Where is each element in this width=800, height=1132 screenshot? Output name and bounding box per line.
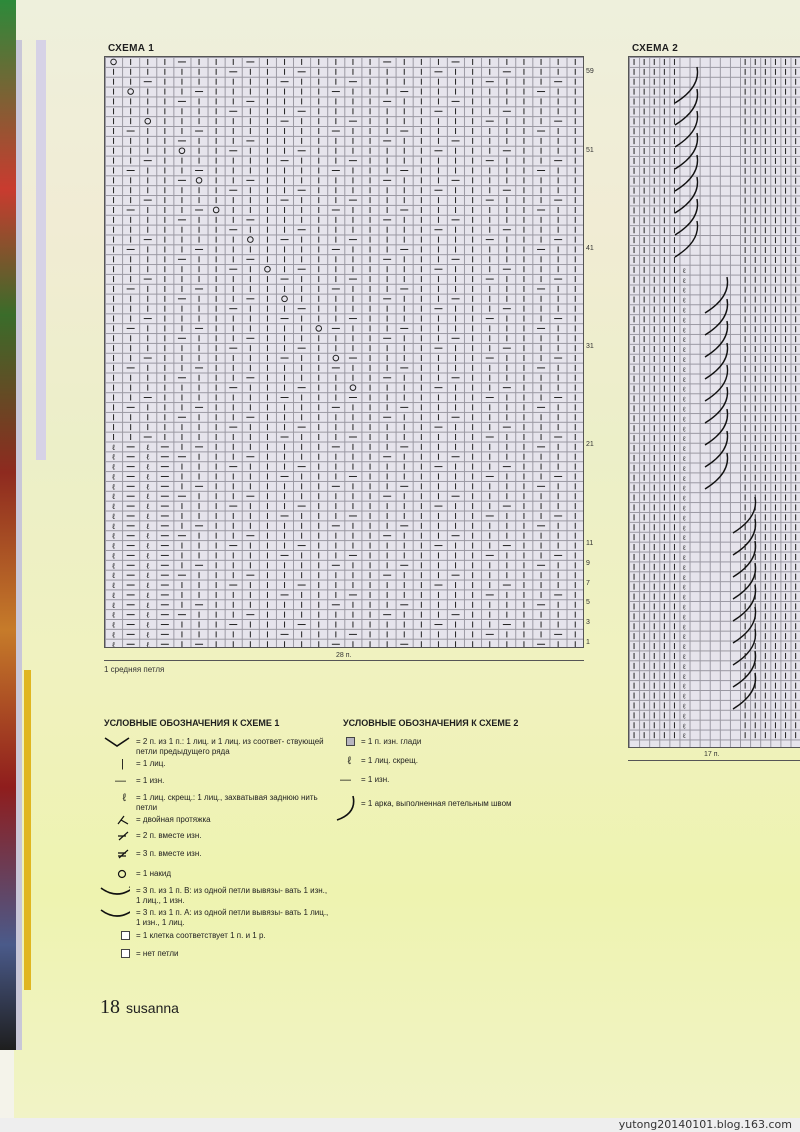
twisted-stitch: ℓ	[682, 603, 686, 612]
twisted-stitch: ℓ	[111, 472, 116, 482]
twisted-stitch: ℓ	[682, 395, 686, 404]
twisted-stitch: ℓ	[682, 623, 686, 632]
twisted-stitch: ℓ	[145, 561, 150, 571]
legend1-item: = нет петли	[100, 949, 330, 959]
twisted-stitch: ℓ	[682, 266, 686, 275]
twisted-stitch: ℓ	[111, 551, 116, 561]
twisted-stitch: ℓ	[111, 581, 116, 591]
twisted-stitch: ℓ	[111, 600, 116, 610]
chart2-width-label: 17 п.	[704, 751, 720, 758]
arc-stitch	[705, 277, 728, 313]
row-number: 31	[586, 343, 594, 350]
legend1-item: | = 1 лиц.	[100, 759, 330, 769]
twisted-stitch: ℓ	[682, 474, 686, 483]
twisted-stitch: ℓ	[682, 682, 686, 691]
no-stitch-icon	[100, 949, 130, 958]
twisted-stitch: ℓ	[111, 502, 116, 512]
twisted-stitch: ℓ	[682, 365, 686, 374]
twisted-stitch: ℓ	[111, 521, 116, 531]
increase-symbol-icon	[100, 737, 130, 747]
twisted-stitch: ℓ	[111, 541, 116, 551]
legend2-item: — = 1 изн.	[325, 775, 565, 785]
legend1-item: — = 1 изн.	[100, 776, 330, 786]
legend1-item: = 3 п. вместе изн.	[100, 849, 330, 859]
twisted-stitch: ℓ	[111, 630, 116, 640]
twisted-stitch: ℓ	[111, 452, 116, 462]
purl-stocking-icon	[325, 737, 355, 746]
chart1-grid	[104, 56, 584, 648]
twisted-stitch: ℓ	[682, 504, 686, 513]
twisted-stitch: ℓ	[682, 593, 686, 602]
twisted-stitch: ℓ	[145, 630, 150, 640]
twisted-knit-symbol-icon: ℓ	[122, 792, 126, 804]
twisted-stitch: ℓ	[682, 316, 686, 325]
twisted-stitch: ℓ	[682, 445, 686, 454]
legend2-title: УСЛОВНЫЕ ОБОЗНАЧЕНИЯ К СХЕМЕ 2	[343, 718, 519, 728]
twisted-stitch: ℓ	[145, 600, 150, 610]
twisted-stitch: ℓ	[682, 672, 686, 681]
twisted-stitch: ℓ	[682, 306, 686, 315]
twisted-stitch: ℓ	[682, 276, 686, 285]
page-number-block	[100, 996, 179, 1019]
twisted-stitch: ℓ	[145, 541, 150, 551]
twisted-stitch: ℓ	[145, 590, 150, 600]
yarn-over-symbol-icon	[100, 869, 130, 879]
twisted-stitch: ℓ	[682, 573, 686, 582]
chart1-width-label: 28 п.	[336, 652, 352, 659]
twisted-stitch: ℓ	[145, 472, 150, 482]
twisted-stitch: ℓ	[682, 464, 686, 473]
twisted-stitch: ℓ	[682, 415, 686, 424]
yarn-over	[213, 207, 219, 213]
twisted-stitch: ℓ	[145, 442, 150, 452]
row-number: 3	[586, 619, 590, 626]
twisted-stitch: ℓ	[682, 583, 686, 592]
arc-stitch	[733, 497, 756, 533]
page-edge	[24, 670, 31, 990]
twisted-stitch: ℓ	[111, 640, 116, 647]
twisted-stitch: ℓ	[682, 484, 686, 493]
watermark: yutong20140101.blog.163.com	[618, 1118, 792, 1131]
yarn-over	[316, 326, 322, 332]
legend1-title: УСЛОВНЫЕ ОБОЗНАЧЕНИЯ К СХЕМЕ 1	[104, 718, 280, 728]
page-gutter	[0, 0, 16, 1050]
legend1-item: = двойная протяжка	[100, 815, 330, 825]
row-number: 51	[586, 147, 594, 154]
twisted-stitch: ℓ	[682, 454, 686, 463]
page-edge	[36, 40, 46, 460]
twisted-stitch: ℓ	[145, 571, 150, 581]
yarn-over	[111, 59, 117, 65]
row-number: 59	[586, 68, 594, 75]
twisted-stitch: ℓ	[682, 435, 686, 444]
knit-symbol-icon: |	[121, 758, 124, 770]
twisted-stitch: ℓ	[682, 722, 686, 731]
arc-stitch	[675, 67, 698, 103]
magazine-name: susanna	[126, 1000, 179, 1016]
yarn-over	[128, 89, 134, 95]
twisted-stitch: ℓ	[682, 553, 686, 562]
twisted-stitch: ℓ	[682, 385, 686, 394]
twisted-stitch: ℓ	[145, 511, 150, 521]
twisted-stitch: ℓ	[682, 534, 686, 543]
twisted-stitch: ℓ	[111, 610, 116, 620]
twisted-stitch: ℓ	[682, 425, 686, 434]
chart2-grid	[628, 56, 800, 748]
twisted-stitch: ℓ	[682, 652, 686, 661]
twisted-stitch: ℓ	[682, 662, 686, 671]
twisted-stitch: ℓ	[145, 531, 150, 541]
twisted-stitch: ℓ	[682, 643, 686, 652]
chart2-width-line	[628, 760, 800, 761]
chart1-width-line	[104, 660, 584, 661]
yarn-over	[145, 118, 151, 124]
legend1-item: = 2 п. вместе изн.	[100, 831, 330, 841]
chart1-middle-note: 1 средняя петля	[104, 665, 165, 674]
twisted-stitch: ℓ	[145, 551, 150, 561]
chart1-symbols	[105, 57, 583, 647]
chart1-row-numbers	[586, 56, 606, 648]
twisted-stitch: ℓ	[111, 571, 116, 581]
twisted-stitch: ℓ	[682, 296, 686, 305]
twisted-stitch: ℓ	[111, 620, 116, 630]
row-number: 1	[586, 639, 590, 646]
twisted-stitch: ℓ	[145, 482, 150, 492]
purl2tog-symbol-icon	[100, 831, 130, 841]
legend1-item: = 1 клетка соответствует 1 п. и 1 р.	[100, 931, 330, 941]
arc-stitch-icon	[325, 795, 355, 821]
row-number: 7	[586, 580, 590, 587]
legend1-item: = 2 п. из 1 п.: 1 лиц. и 1 лиц. из соответ- ствующей петли предыдущего ряда	[100, 737, 330, 757]
twisted-stitch: ℓ	[111, 482, 116, 492]
yarn-over	[333, 355, 339, 361]
yarn-over	[350, 385, 356, 391]
legend1-item: ℓ = 1 лиц. скрещ.: 1 лиц., захватывая заднюю нить петли	[100, 793, 330, 813]
chart2-symbols	[629, 57, 800, 747]
page-edge	[16, 40, 22, 1050]
twisted-stitch: ℓ	[111, 590, 116, 600]
purl-symbol-icon: —	[115, 775, 126, 787]
twisted-stitch: ℓ	[145, 640, 150, 647]
twisted-stitch: ℓ	[682, 346, 686, 355]
twisted-stitch: ℓ	[682, 524, 686, 533]
row-number: 41	[586, 245, 594, 252]
legend1-item: = 3 п. из 1 п. А: из одной петли вывязы- вать 1 лиц., 1 изн., 1 лиц.	[100, 908, 330, 928]
chart2-title: СХЕМА 2	[632, 43, 679, 54]
yarn-over	[179, 148, 185, 154]
twisted-stitch: ℓ	[682, 514, 686, 523]
twisted-stitch: ℓ	[145, 462, 150, 472]
twisted-stitch: ℓ	[682, 286, 686, 295]
twisted-stitch: ℓ	[682, 702, 686, 711]
row-number: 9	[586, 560, 590, 567]
grid-cell-icon	[100, 931, 130, 940]
twisted-stitch: ℓ	[682, 336, 686, 345]
twisted-stitch: ℓ	[682, 355, 686, 364]
twisted-stitch: ℓ	[682, 563, 686, 572]
yarn-over	[248, 237, 254, 243]
legend2-item: = 1 арка, выполненная петельным швом	[325, 795, 565, 821]
twisted-stitch: ℓ	[145, 502, 150, 512]
twisted-stitch: ℓ	[682, 613, 686, 622]
twisted-stitch: ℓ	[111, 531, 116, 541]
twisted-stitch: ℓ	[145, 492, 150, 502]
twisted-stitch: ℓ	[682, 326, 686, 335]
twisted-stitch: ℓ	[682, 494, 686, 503]
twisted-stitch: ℓ	[111, 442, 116, 452]
twisted-stitch: ℓ	[682, 375, 686, 384]
twisted-stitch: ℓ	[682, 732, 686, 741]
row-number: 11	[586, 540, 594, 547]
purl3tog-symbol-icon	[100, 849, 130, 859]
twisted-stitch: ℓ	[682, 544, 686, 553]
legend2-item: ℓ = 1 лиц. скрещ.	[325, 756, 565, 766]
inc3-a-symbol-icon	[100, 908, 130, 918]
twisted-stitch: ℓ	[682, 633, 686, 642]
twisted-stitch: ℓ	[682, 405, 686, 414]
twisted-stitch: ℓ	[145, 581, 150, 591]
chart1-title: СХЕМА 1	[108, 43, 155, 54]
twisted-stitch: ℓ	[682, 692, 686, 701]
twisted-stitch: ℓ	[145, 610, 150, 620]
legend1-item: = 3 п. из 1 п. В: из одной петли вывязы- вать 1 изн., 1 лиц., 1 изн.	[100, 886, 330, 906]
legend2-item: = 1 п. изн. глади	[325, 737, 565, 747]
twisted-stitch: ℓ	[111, 462, 116, 472]
twisted-knit-symbol-icon: ℓ	[347, 755, 351, 767]
yarn-over	[282, 296, 288, 302]
twisted-stitch: ℓ	[111, 492, 116, 502]
purl-symbol-icon: —	[340, 774, 351, 786]
legend1-item: = 1 накид	[100, 869, 330, 879]
inc3-b-symbol-icon	[100, 886, 130, 896]
twisted-stitch: ℓ	[682, 712, 686, 721]
row-number: 5	[586, 599, 590, 606]
yarn-over	[196, 178, 202, 184]
yarn-over	[265, 266, 271, 272]
twisted-stitch: ℓ	[111, 511, 116, 521]
twisted-stitch: ℓ	[145, 452, 150, 462]
twisted-stitch: ℓ	[145, 620, 150, 630]
twisted-stitch: ℓ	[111, 561, 116, 571]
page-number: 18	[100, 996, 120, 1018]
double-decrease-symbol-icon	[100, 815, 130, 825]
twisted-stitch: ℓ	[145, 521, 150, 531]
row-number: 21	[586, 441, 594, 448]
